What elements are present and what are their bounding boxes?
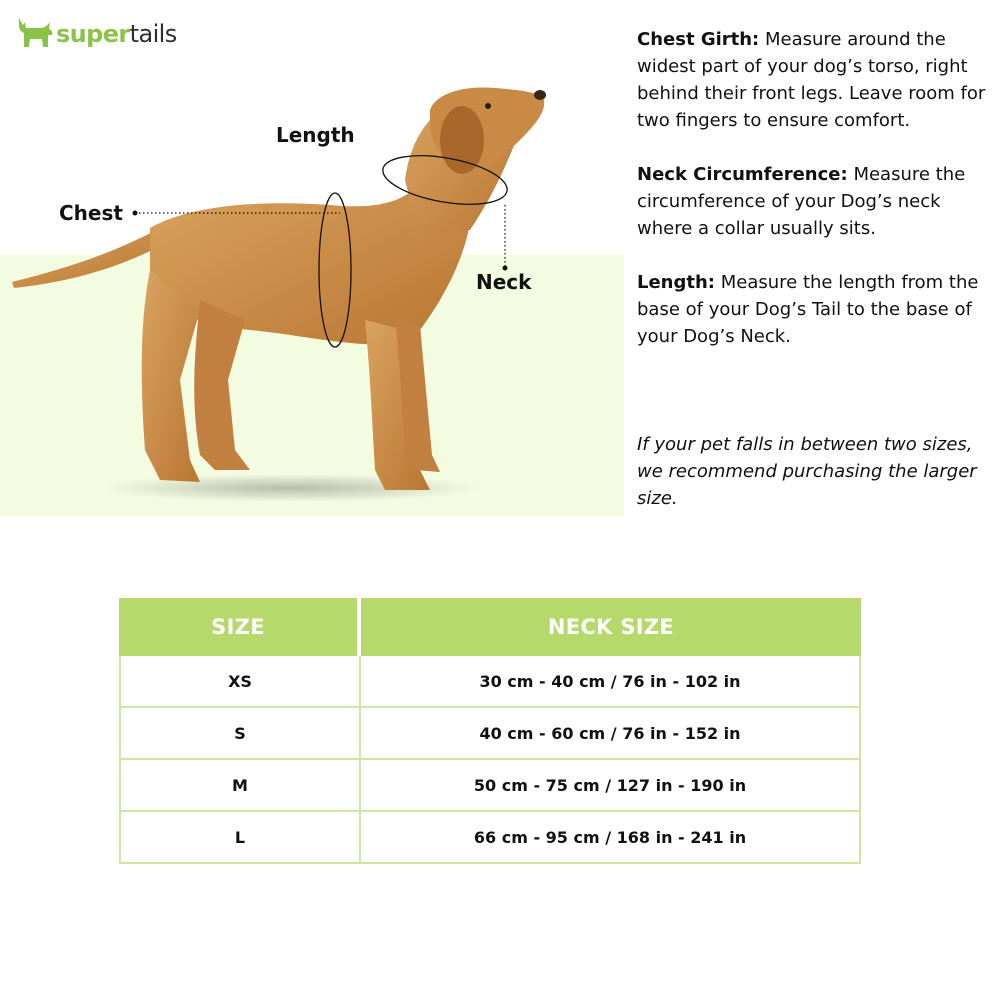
neck-circumference-instruction (637, 161, 997, 242)
dog-eye (485, 103, 491, 109)
supertails-logo[interactable] (16, 14, 177, 54)
length-title: Length: (637, 272, 715, 293)
logo-wordmark (56, 22, 177, 46)
length-label: Length (276, 123, 355, 147)
table-body (119, 656, 861, 864)
dog-nose (534, 90, 546, 100)
dog-tail (12, 228, 168, 288)
size-cell: S (121, 708, 361, 758)
table-row (121, 810, 859, 862)
chest-girth-title: Chest Girth: (637, 29, 760, 50)
neck-size-cell: 66 cm - 95 cm / 168 in - 241 in (473, 827, 747, 847)
size-cell: M (121, 760, 361, 810)
neck-size-cell: 50 cm - 75 cm / 127 in - 190 in (473, 775, 747, 795)
table-row (121, 706, 859, 758)
chest-guide-dot (133, 211, 138, 216)
neck-size-cell: 30 cm - 40 cm / 76 in - 102 in (479, 671, 741, 691)
logo-text-tails: tails (129, 20, 177, 48)
size-chart-table (119, 598, 861, 864)
chest-girth-text: Measure around the widest part of your dog’s torso, right behind their front legs. Leave room for two fingers to ensure comfort. (637, 29, 986, 131)
dog-icon (16, 16, 54, 52)
neck-label: Neck (476, 270, 532, 294)
measurement-instructions (637, 26, 997, 512)
size-cell: XS (121, 656, 361, 706)
header-size: SIZE (119, 598, 357, 656)
length-instruction (637, 269, 997, 350)
size-advice-note: If your pet falls in between two sizes, we recommend purchasing the larger size. (637, 434, 977, 509)
header-neck-size: NECK SIZE (361, 598, 861, 656)
neck-circumference-text: Measure the circumference of your Dog’s neck where a collar usually sits. (637, 164, 966, 239)
dog-ear (440, 106, 484, 174)
dog-back-leg-right (194, 300, 250, 470)
chest-girth-instruction (637, 26, 997, 134)
logo-text-super: super (56, 20, 130, 48)
length-text: Measure the length from the base of your Dog’s Tail to the base of your Dog’s Neck. (637, 272, 979, 347)
size-cell: L (121, 812, 361, 862)
table-row (121, 758, 859, 810)
chest-label: Chest (59, 201, 123, 225)
neck-size-cell: 40 cm - 60 cm / 76 in - 152 in (479, 723, 741, 743)
neck-circumference-title: Neck Circumference: (637, 164, 848, 185)
table-row (121, 656, 859, 706)
table-header (119, 598, 861, 656)
